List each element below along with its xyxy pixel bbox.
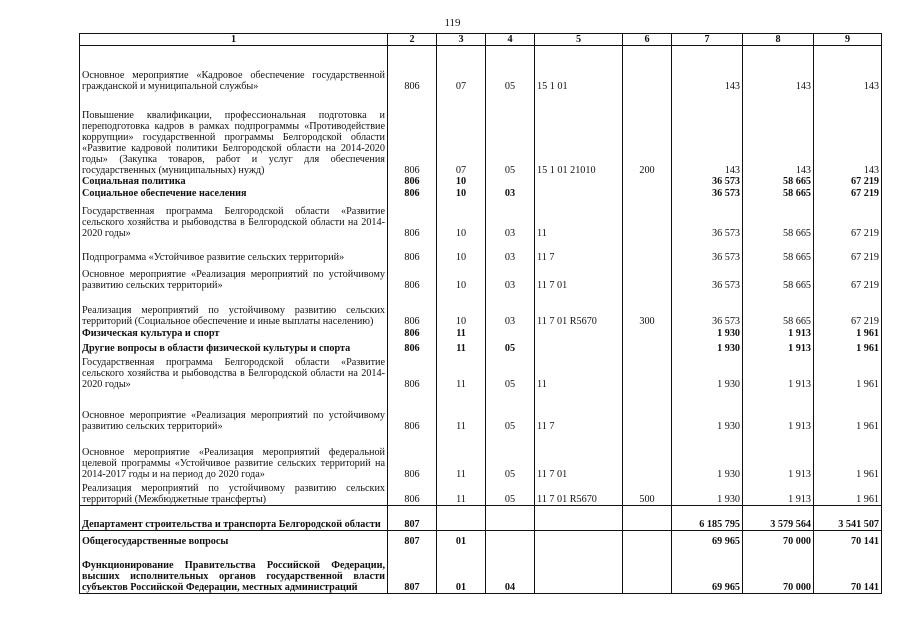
cell-rz: 01 xyxy=(437,547,486,594)
column-header: 7 xyxy=(672,34,743,46)
column-header: 6 xyxy=(623,34,672,46)
cell-rz: 11 xyxy=(437,327,486,339)
cell-amount-9: 1 961 xyxy=(814,432,882,480)
cell-vr xyxy=(623,239,672,263)
column-header: 8 xyxy=(743,34,814,46)
row-description: Повышение квалификации, профессиональная подготовка и переподготовка кадров в рамках подпрограммы «Противодействие коррупции» государственной программы Белгородской области «Развитие кадровой политики Белгородской области на 2014-2020 годы» (Закупка товаров, работ и услуг для обеспечения государственных (муниципальных) нужд) xyxy=(80,92,388,176)
cell-rz: 07 xyxy=(437,92,486,176)
cell-rz: 11 xyxy=(437,339,486,354)
cell-pr xyxy=(486,327,535,339)
cell-amount-7: 1 930 xyxy=(672,339,743,354)
row-description: Реализация мероприятий по устойчивому развитию сельских территорий (Социальное обеспечение и иные выплаты населению) xyxy=(80,291,388,327)
cell-amount-8: 58 665 xyxy=(743,263,814,291)
cell-pr: 05 xyxy=(486,46,535,93)
cell-amount-9: 67 219 xyxy=(814,239,882,263)
cell-pr: 03 xyxy=(486,263,535,291)
cell-amount-8: 143 xyxy=(743,92,814,176)
cell-amount-8: 1 913 xyxy=(743,327,814,339)
row-description: Социальная политика xyxy=(80,176,388,187)
cell-ved: 806 xyxy=(388,354,437,390)
budget-table xyxy=(79,33,882,594)
cell-amount-7: 36 573 xyxy=(672,176,743,187)
cell-amount-8: 1 913 xyxy=(743,432,814,480)
row-description: Государственная программа Белгородской области «Развитие сельского хозяйства и рыбоводства в Белгородской области на 2014-2020 годы» xyxy=(80,199,388,239)
table-row xyxy=(80,354,882,390)
cell-csr: 11 7 01 xyxy=(535,432,623,480)
cell-pr: 03 xyxy=(486,187,535,199)
cell-pr xyxy=(486,176,535,187)
cell-pr xyxy=(486,506,535,531)
row-description: Физическая культура и спорт xyxy=(80,327,388,339)
row-description: Подпрограмма «Устойчивое развитие сельских территорий» xyxy=(80,239,388,263)
cell-amount-8: 58 665 xyxy=(743,199,814,239)
table-row xyxy=(80,327,882,339)
cell-rz: 07 xyxy=(437,46,486,93)
cell-csr xyxy=(535,327,623,339)
cell-ved: 806 xyxy=(388,263,437,291)
cell-amount-9: 67 219 xyxy=(814,176,882,187)
cell-ved: 806 xyxy=(388,239,437,263)
table-row xyxy=(80,291,882,327)
cell-rz: 10 xyxy=(437,199,486,239)
cell-vr xyxy=(623,432,672,480)
table-row xyxy=(80,239,882,263)
cell-amount-7: 1 930 xyxy=(672,390,743,432)
cell-pr: 05 xyxy=(486,92,535,176)
cell-amount-8: 1 913 xyxy=(743,354,814,390)
cell-amount-8: 1 913 xyxy=(743,339,814,354)
cell-amount-7: 69 965 xyxy=(672,531,743,548)
cell-ved: 806 xyxy=(388,92,437,176)
row-description: Основное мероприятие «Реализация мероприятий по устойчивому развитию сельских территорий» xyxy=(80,263,388,291)
page-number: 119 xyxy=(444,17,461,29)
cell-ved: 807 xyxy=(388,506,437,531)
cell-ved: 806 xyxy=(388,187,437,199)
cell-amount-9: 1 961 xyxy=(814,390,882,432)
cell-amount-9: 67 219 xyxy=(814,199,882,239)
cell-pr: 05 xyxy=(486,354,535,390)
cell-pr: 05 xyxy=(486,480,535,506)
cell-vr xyxy=(623,327,672,339)
cell-vr xyxy=(623,339,672,354)
cell-csr xyxy=(535,339,623,354)
row-description: Государственная программа Белгородской области «Развитие сельского хозяйства и рыбоводства в Белгородской области на 2014-2020 годы» xyxy=(80,354,388,390)
cell-vr: 200 xyxy=(623,92,672,176)
cell-amount-8: 58 665 xyxy=(743,187,814,199)
cell-pr: 04 xyxy=(486,547,535,594)
cell-ved: 806 xyxy=(388,199,437,239)
cell-amount-9: 67 219 xyxy=(814,263,882,291)
cell-ved: 806 xyxy=(388,339,437,354)
row-description: Функционирование Правительства Российской Федерации, высших исполнительных органов государственной власти субъектов Российской Федерации, местных администраций xyxy=(80,547,388,594)
cell-amount-9: 143 xyxy=(814,46,882,93)
cell-amount-9: 1 961 xyxy=(814,339,882,354)
cell-pr: 05 xyxy=(486,339,535,354)
cell-amount-9: 70 141 xyxy=(814,547,882,594)
cell-csr: 11 7 xyxy=(535,239,623,263)
table-row xyxy=(80,187,882,199)
cell-amount-9: 67 219 xyxy=(814,187,882,199)
cell-csr: 11 7 01 R5670 xyxy=(535,291,623,327)
cell-rz: 11 xyxy=(437,390,486,432)
cell-csr: 11 xyxy=(535,199,623,239)
cell-rz: 10 xyxy=(437,187,486,199)
cell-rz: 11 xyxy=(437,354,486,390)
cell-pr: 05 xyxy=(486,432,535,480)
cell-amount-7: 143 xyxy=(672,92,743,176)
cell-ved: 806 xyxy=(388,176,437,187)
cell-csr: 11 7 01 R5670 xyxy=(535,480,623,506)
cell-ved: 807 xyxy=(388,531,437,548)
cell-csr xyxy=(535,176,623,187)
cell-amount-8: 3 579 564 xyxy=(743,506,814,531)
row-description: Общегосударственные вопросы xyxy=(80,531,388,548)
column-header: 5 xyxy=(535,34,623,46)
cell-csr xyxy=(535,187,623,199)
cell-amount-8: 1 913 xyxy=(743,390,814,432)
table-row xyxy=(80,176,882,187)
cell-rz: 10 xyxy=(437,291,486,327)
cell-rz: 11 xyxy=(437,432,486,480)
cell-amount-7: 36 573 xyxy=(672,239,743,263)
cell-rz: 01 xyxy=(437,531,486,548)
cell-amount-7: 69 965 xyxy=(672,547,743,594)
row-description: Другие вопросы в области физической культуры и спорта xyxy=(80,339,388,354)
cell-vr xyxy=(623,263,672,291)
cell-amount-7: 36 573 xyxy=(672,199,743,239)
cell-rz: 10 xyxy=(437,239,486,263)
cell-vr xyxy=(623,531,672,548)
cell-amount-7: 1 930 xyxy=(672,432,743,480)
row-description: Социальное обеспечение населения xyxy=(80,187,388,199)
cell-csr: 11 7 01 xyxy=(535,263,623,291)
cell-ved: 806 xyxy=(388,432,437,480)
cell-pr: 03 xyxy=(486,239,535,263)
cell-pr xyxy=(486,531,535,548)
cell-amount-9: 1 961 xyxy=(814,354,882,390)
cell-amount-9: 143 xyxy=(814,92,882,176)
cell-vr xyxy=(623,390,672,432)
cell-vr xyxy=(623,176,672,187)
cell-amount-9: 70 141 xyxy=(814,531,882,548)
table-row xyxy=(80,46,882,93)
cell-vr xyxy=(623,547,672,594)
cell-amount-7: 36 573 xyxy=(672,291,743,327)
cell-rz: 10 xyxy=(437,176,486,187)
cell-csr xyxy=(535,506,623,531)
row-description: Основное мероприятие «Реализация мероприятий федеральной целевой программы «Устойчивое развитие сельских территорий на 2014-2017 годы и на период до 2020 года» xyxy=(80,432,388,480)
cell-csr: 11 xyxy=(535,354,623,390)
table-row xyxy=(80,506,882,531)
cell-vr: 500 xyxy=(623,480,672,506)
cell-ved: 806 xyxy=(388,480,437,506)
row-description: Основное мероприятие «Кадровое обеспечение государственной гражданской и муниципальной службы» xyxy=(80,46,388,93)
cell-amount-9: 3 541 507 xyxy=(814,506,882,531)
table-row xyxy=(80,547,882,594)
column-header: 1 xyxy=(80,34,388,46)
cell-pr: 03 xyxy=(486,291,535,327)
cell-csr xyxy=(535,531,623,548)
cell-amount-7: 1 930 xyxy=(672,327,743,339)
cell-amount-7: 1 930 xyxy=(672,354,743,390)
table-row xyxy=(80,263,882,291)
cell-amount-9: 1 961 xyxy=(814,327,882,339)
cell-rz: 11 xyxy=(437,480,486,506)
cell-amount-8: 70 000 xyxy=(743,547,814,594)
row-description: Реализация мероприятий по устойчивому развитию сельских территорий (Межбюджетные трансферты) xyxy=(80,480,388,506)
cell-csr: 11 7 xyxy=(535,390,623,432)
table-row xyxy=(80,390,882,432)
cell-amount-7: 143 xyxy=(672,46,743,93)
cell-ved: 806 xyxy=(388,291,437,327)
table-row xyxy=(80,339,882,354)
cell-amount-7: 36 573 xyxy=(672,187,743,199)
cell-vr xyxy=(623,506,672,531)
cell-amount-8: 143 xyxy=(743,46,814,93)
column-header: 3 xyxy=(437,34,486,46)
cell-amount-9: 67 219 xyxy=(814,291,882,327)
cell-rz xyxy=(437,506,486,531)
table-row xyxy=(80,531,882,548)
row-description: Департамент строительства и транспорта Белгородской области xyxy=(80,506,388,531)
column-header: 9 xyxy=(814,34,882,46)
cell-vr xyxy=(623,199,672,239)
cell-amount-8: 70 000 xyxy=(743,531,814,548)
cell-pr: 03 xyxy=(486,199,535,239)
cell-vr: 300 xyxy=(623,291,672,327)
cell-amount-7: 1 930 xyxy=(672,480,743,506)
table-header-row xyxy=(80,34,882,46)
cell-ved: 807 xyxy=(388,547,437,594)
cell-amount-9: 1 961 xyxy=(814,480,882,506)
cell-csr xyxy=(535,547,623,594)
table-row xyxy=(80,432,882,480)
cell-pr: 05 xyxy=(486,390,535,432)
table-row xyxy=(80,92,882,176)
cell-amount-7: 36 573 xyxy=(672,263,743,291)
column-header: 2 xyxy=(388,34,437,46)
cell-amount-7: 6 185 795 xyxy=(672,506,743,531)
cell-vr xyxy=(623,46,672,93)
table-row xyxy=(80,199,882,239)
column-header: 4 xyxy=(486,34,535,46)
cell-csr: 15 1 01 xyxy=(535,46,623,93)
cell-vr xyxy=(623,354,672,390)
cell-ved: 806 xyxy=(388,327,437,339)
row-description: Основное мероприятие «Реализация мероприятий по устойчивому развитию сельских территорий» xyxy=(80,390,388,432)
cell-amount-8: 1 913 xyxy=(743,480,814,506)
cell-amount-8: 58 665 xyxy=(743,176,814,187)
cell-vr xyxy=(623,187,672,199)
cell-csr: 15 1 01 21010 xyxy=(535,92,623,176)
cell-ved: 806 xyxy=(388,390,437,432)
cell-amount-8: 58 665 xyxy=(743,239,814,263)
table-row xyxy=(80,480,882,506)
cell-ved: 806 xyxy=(388,46,437,93)
cell-amount-8: 58 665 xyxy=(743,291,814,327)
cell-rz: 10 xyxy=(437,263,486,291)
